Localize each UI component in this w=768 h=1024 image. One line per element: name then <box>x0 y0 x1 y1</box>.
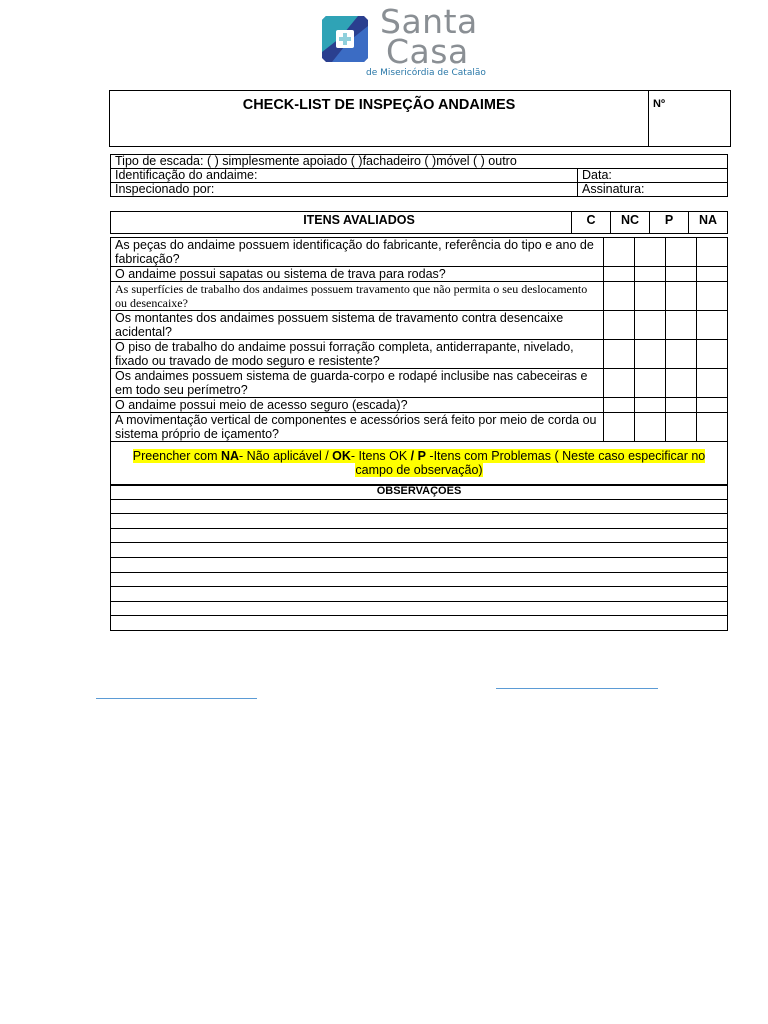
tipo-escada-field[interactable]: Tipo de escada: ( ) simplesmente apoiado ( )fachadeiro ( )móvel ( ) outro <box>111 155 728 169</box>
check-p[interactable] <box>666 311 697 340</box>
check-na[interactable] <box>697 369 728 398</box>
check-na[interactable] <box>697 267 728 282</box>
item-question: O piso de trabalho do andaime possui forração completa, antiderrapante, nivelado, fixado ou travado de modo seguro e resistente? <box>111 340 604 369</box>
observation-line[interactable] <box>111 499 728 514</box>
assinatura-field[interactable]: Assinatura: <box>578 183 728 197</box>
table-row <box>111 267 728 282</box>
data-field[interactable]: Data: <box>578 169 728 183</box>
check-na[interactable] <box>697 398 728 413</box>
observation-line[interactable] <box>111 601 728 616</box>
item-question: As peças do andaime possuem identificação do fabricante, referência do tipo e ano de fabricação? <box>111 238 604 267</box>
table-row <box>111 369 728 398</box>
title-table <box>109 90 731 147</box>
check-p[interactable] <box>666 398 697 413</box>
check-p[interactable] <box>666 282 697 311</box>
signature-line-right <box>496 688 658 689</box>
document-title: CHECK-LIST DE INSPEÇÃO ANDAIMES <box>110 91 649 147</box>
check-nc[interactable] <box>635 282 666 311</box>
item-question: Os montantes dos andaimes possuem sistema de travamento contra desencaixe acidental? <box>111 311 604 340</box>
check-na[interactable] <box>697 413 728 442</box>
logo-text-casa: Casa <box>386 32 469 71</box>
check-nc[interactable] <box>635 413 666 442</box>
note-text-2: - Não aplicável / <box>239 449 333 463</box>
item-question: As superfícies de trabalho dos andaimes possuem travamento que não permita o seu deslocamento ou desencaixe? <box>111 282 604 311</box>
check-na[interactable] <box>697 340 728 369</box>
note-text-1: Preencher com <box>132 449 221 463</box>
observation-line[interactable] <box>111 514 728 529</box>
items-header-table <box>110 211 728 234</box>
check-p[interactable] <box>666 369 697 398</box>
check-nc[interactable] <box>635 369 666 398</box>
observations-title: OBSERVAÇÕES <box>111 485 728 500</box>
note-p: / P <box>410 449 426 463</box>
check-c[interactable] <box>604 267 635 282</box>
signature-line-left <box>96 698 257 699</box>
check-na[interactable] <box>697 282 728 311</box>
item-question: O andaime possui sapatas ou sistema de trava para rodas? <box>111 267 604 282</box>
observation-line[interactable] <box>111 557 728 572</box>
observation-line[interactable] <box>111 572 728 587</box>
check-nc[interactable] <box>635 267 666 282</box>
check-nc[interactable] <box>635 398 666 413</box>
observation-line[interactable] <box>111 587 728 602</box>
note-na: NA <box>220 449 240 463</box>
check-nc[interactable] <box>635 340 666 369</box>
items-header: ITENS AVALIADOS <box>111 212 572 234</box>
table-row <box>111 238 728 267</box>
check-c[interactable] <box>604 369 635 398</box>
note-text-4: -Itens com Problemas ( Neste caso especificar no campo de observação) <box>355 449 706 477</box>
observations-table <box>110 484 728 631</box>
table-row <box>111 311 728 340</box>
instructions-note <box>111 442 728 486</box>
observation-line[interactable] <box>111 616 728 631</box>
col-na-header: NA <box>689 212 728 234</box>
santa-casa-logo <box>318 2 498 82</box>
col-c-header: C <box>572 212 611 234</box>
check-c[interactable] <box>604 311 635 340</box>
check-c[interactable] <box>604 238 635 267</box>
table-row <box>111 413 728 442</box>
check-c[interactable] <box>604 398 635 413</box>
info-table <box>110 154 728 197</box>
check-p[interactable] <box>666 413 697 442</box>
check-c[interactable] <box>604 413 635 442</box>
check-nc[interactable] <box>635 311 666 340</box>
check-p[interactable] <box>666 267 697 282</box>
check-c[interactable] <box>604 340 635 369</box>
observation-line[interactable] <box>111 528 728 543</box>
note-text-3: - Itens OK <box>350 449 411 463</box>
col-nc-header: NC <box>611 212 650 234</box>
item-question: O andaime possui meio de acesso seguro (escada)? <box>111 398 604 413</box>
cross-emblem-icon <box>318 12 372 66</box>
check-na[interactable] <box>697 311 728 340</box>
table-row <box>111 282 728 311</box>
identificacao-field[interactable]: Identificação do andaime: <box>111 169 578 183</box>
items-table <box>110 237 728 486</box>
logo-subtitle: de Misericórdia de Catalão <box>366 68 486 78</box>
check-p[interactable] <box>666 238 697 267</box>
inspecionado-field[interactable]: Inspecionado por: <box>111 183 578 197</box>
col-p-header: P <box>650 212 689 234</box>
item-question: A movimentação vertical de componentes e acessórios será feito por meio de corda ou sistema próprio de içamento? <box>111 413 604 442</box>
observation-line[interactable] <box>111 543 728 558</box>
table-row <box>111 340 728 369</box>
number-field[interactable]: Nº <box>649 91 731 147</box>
instructions-row <box>111 442 728 486</box>
logo-text-santa: Santa <box>380 2 478 41</box>
note-ok: OK <box>332 449 351 463</box>
check-p[interactable] <box>666 340 697 369</box>
check-na[interactable] <box>697 238 728 267</box>
item-question: Os andaimes possuem sistema de guarda-corpo e rodapé inclusibe nas cabeceiras e em todo seu perímetro? <box>111 369 604 398</box>
table-row <box>111 398 728 413</box>
check-c[interactable] <box>604 282 635 311</box>
check-nc[interactable] <box>635 238 666 267</box>
